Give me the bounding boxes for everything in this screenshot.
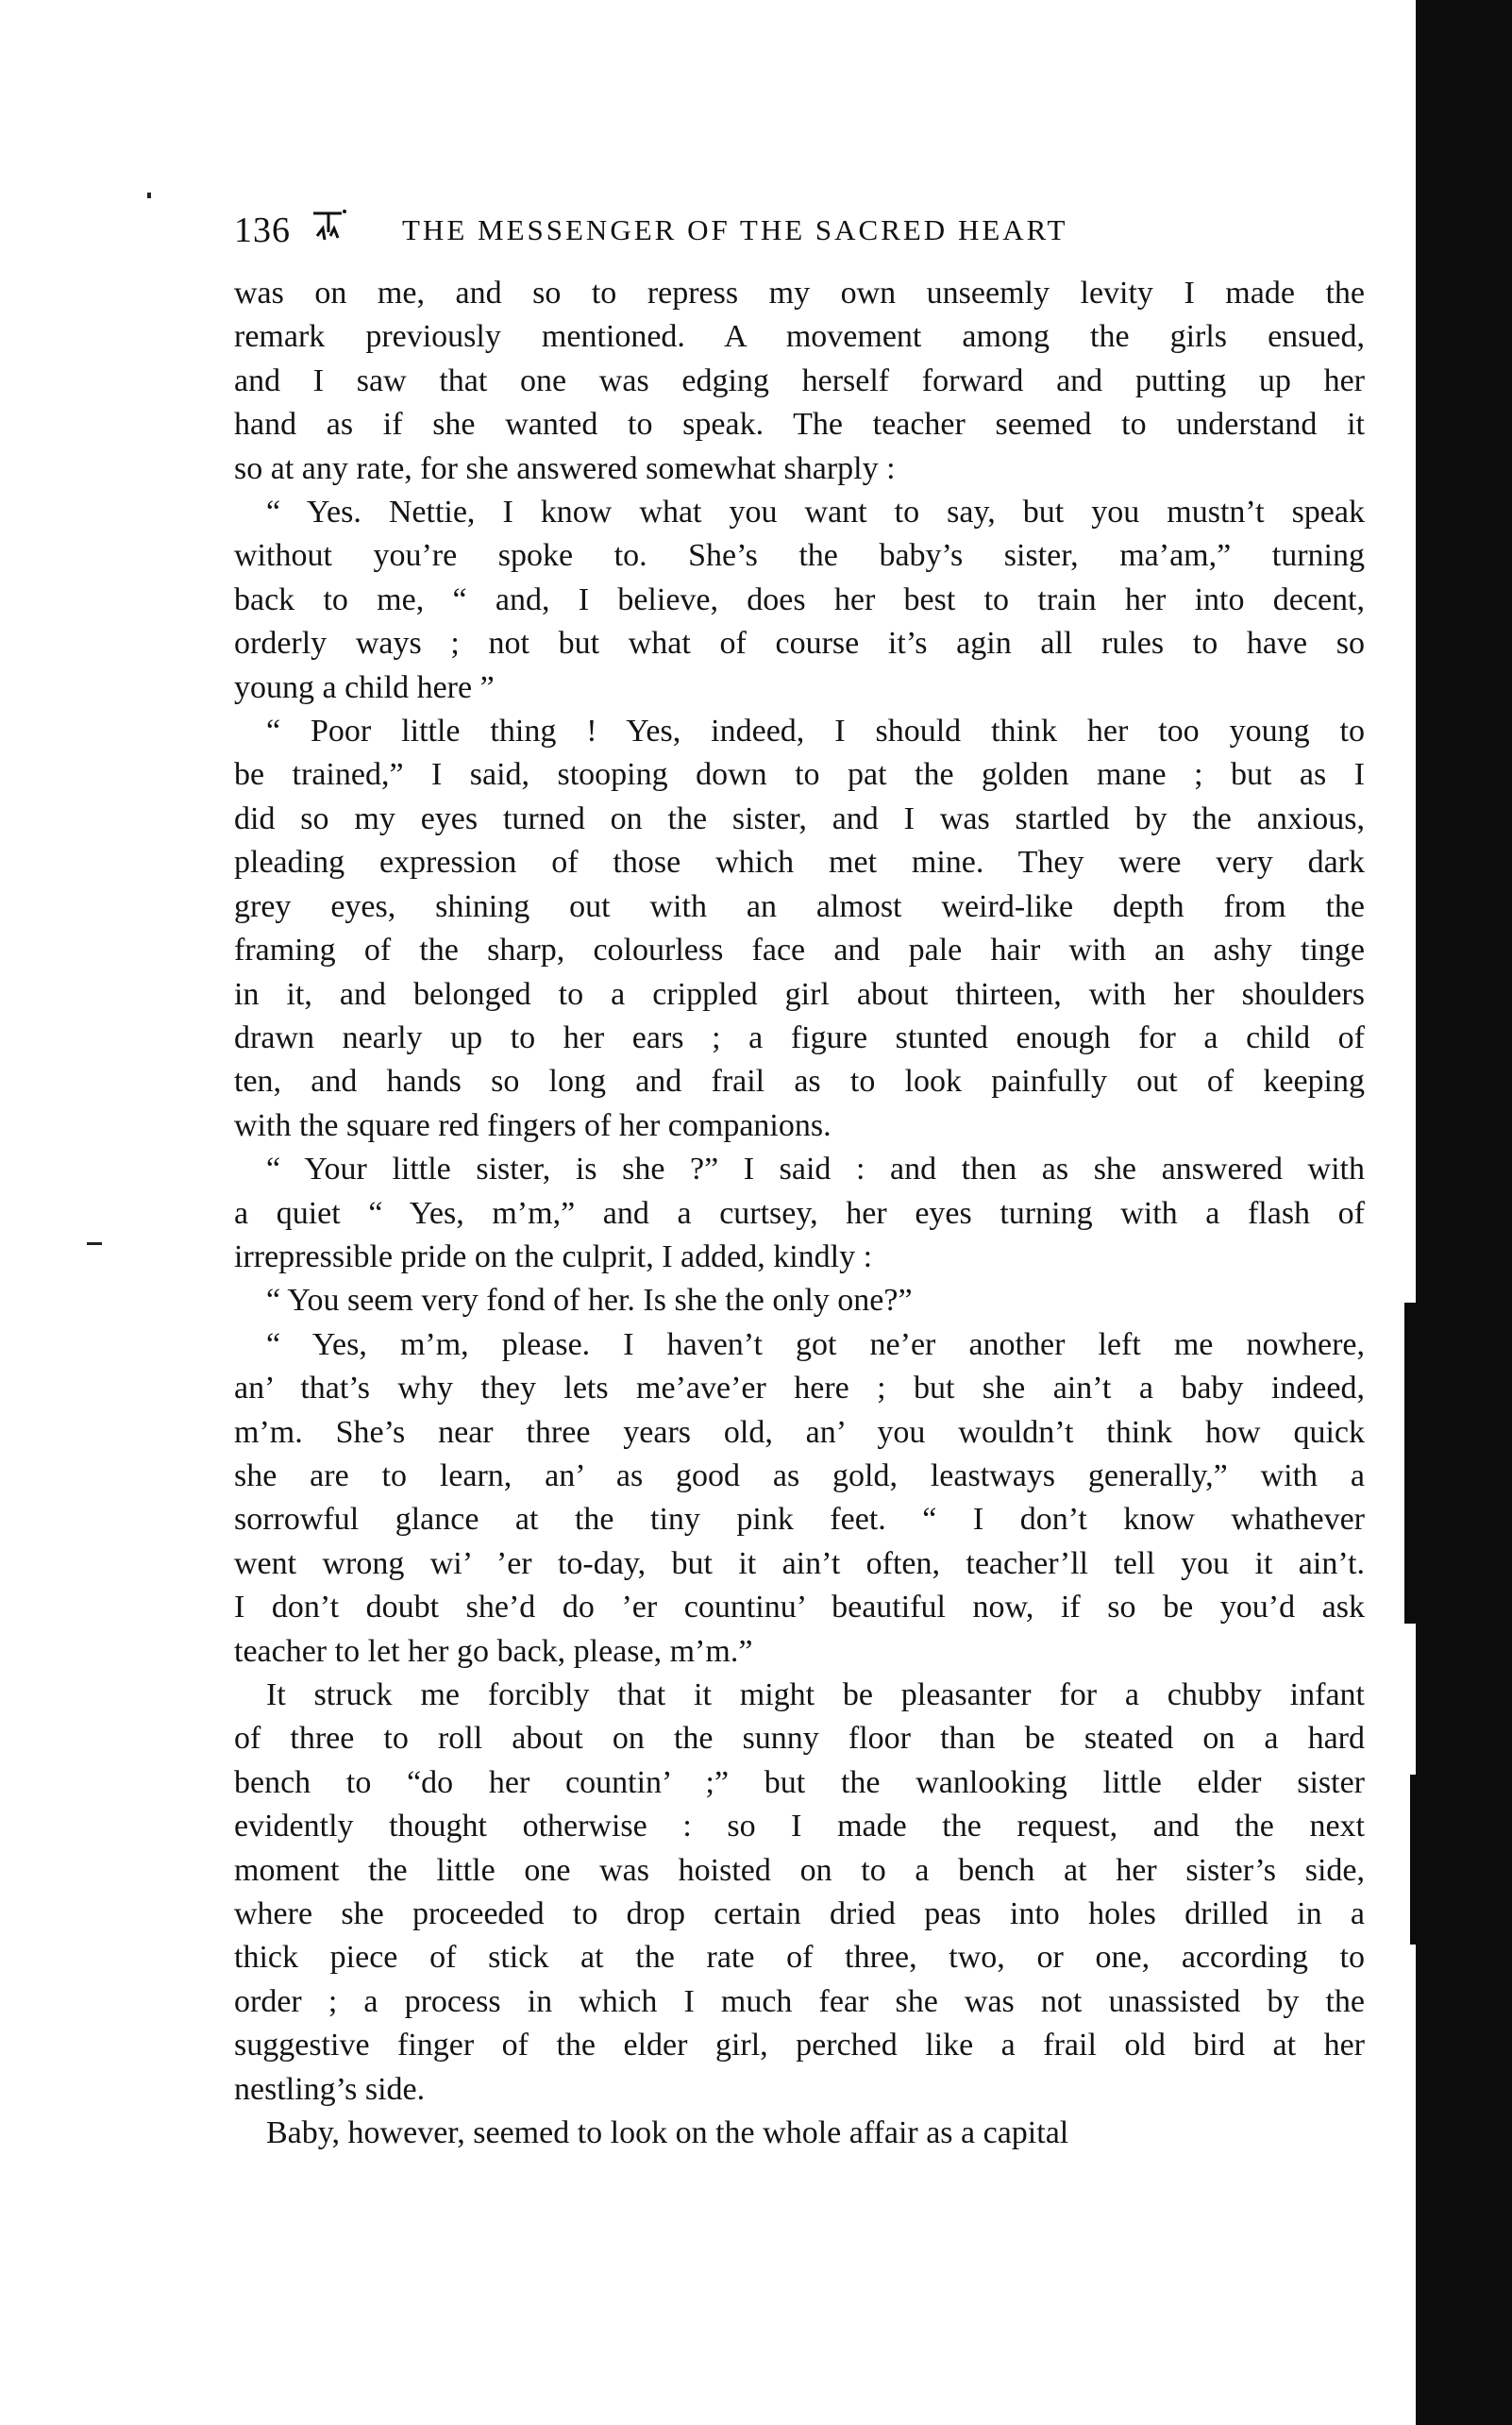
paragraph [234, 1674, 1365, 2112]
text-line: she are to learn, an’ as good as gold, leastways generally,” with a [234, 1457, 1365, 1493]
text-line: an’ that’s why they lets me’ave’er here ; but she ain’t a baby indeed, [234, 1371, 1365, 1406]
text-line: ten, and hands so long and frail as to look painfully out of keeping [234, 1064, 1365, 1100]
text-line: orderly ways ; not but what of course it’s agin all rules to have so [234, 626, 1365, 662]
text-line: young a child here ” [234, 669, 495, 705]
running-header [234, 206, 1395, 255]
text-line: where she proceeded to drop certain dried peas into holes drilled in a [234, 1896, 1365, 1932]
text-line: m’m. She’s near three years old, an’ you wouldn’t think how quick [234, 1414, 1365, 1450]
text-line: sorrowful glance at the tiny pink feet. “ I don’t know whathever [234, 1502, 1365, 1538]
text-line: “ Yes. Nettie, I know what you want to say, but you mustn’t speak [266, 495, 1365, 530]
text-line: went wrong wi’ ’er to-day, but it ain’t often, teacher’ll tell you it ain’t. [234, 1545, 1365, 1581]
text-line: It struck me forcibly that it might be pleasanter for a chubby infant [266, 1677, 1365, 1712]
text-line: framing of the sharp, colourless face and pale hair with an ashy tinge [234, 933, 1365, 968]
text-line: was on me, and so to repress my own unseemly levity I made the [234, 276, 1365, 311]
text-line: a quiet “ Yes, m’m,” and a curtsey, her eyes turning with a flash of [234, 1195, 1365, 1231]
text-line: thick piece of stick at the rate of three, two, or one, according to [234, 1940, 1365, 1976]
scan-edge-notch [1410, 1775, 1418, 1945]
article-body [234, 272, 1365, 2155]
text-line: evidently thought otherwise : so I made the request, and the next [234, 1809, 1365, 1844]
text-line: drawn nearly up to her ears ; a figure stunted enough for a child of [234, 1019, 1365, 1055]
scan-edge-shadow [1416, 0, 1512, 2425]
paragraph [234, 491, 1365, 710]
paragraph [234, 710, 1365, 1148]
text-line: nestling’s side. [234, 2071, 426, 2107]
text-line: teacher to let her go back, please, m’m.” [234, 1633, 753, 1669]
text-line: be trained,” I said, stooping down to pat the golden mane ; but as I [234, 757, 1365, 793]
text-line: moment the little one was hoisted on to a bench at her sister’s side, [234, 1852, 1365, 1888]
paragraph [234, 1323, 1365, 1674]
text-line: hand as if she wanted to speak. The teacher seemed to understand it [234, 407, 1365, 443]
text-line: without you’re spoke to. She’s the baby’s sister, ma’am,” turning [234, 538, 1365, 574]
text-line: “ Yes, m’m, please. I haven’t got ne’er another left me nowhere, [266, 1326, 1365, 1362]
text-line: I don’t doubt she’d do ’er countinu’ beautiful now, if so be you’d ask [234, 1590, 1365, 1625]
scan-speck [147, 193, 151, 198]
text-line: in it, and belonged to a crippled girl about thirteen, with her shoulders [234, 976, 1365, 1012]
printer-ornament-icon [310, 208, 347, 244]
page-number: 136 [234, 211, 291, 250]
text-line: grey eyes, shining out with an almost weird-like depth from the [234, 888, 1365, 924]
text-line: Baby, however, seemed to look on the whole affair as a capital [266, 2115, 1069, 2151]
scan-speck [87, 1242, 102, 1245]
paragraph [234, 2112, 1365, 2155]
text-line: so at any rate, for she answered somewhat sharply : [234, 450, 896, 486]
paragraph [234, 272, 1365, 491]
text-line: did so my eyes turned on the sister, and I was startled by the anxious, [234, 800, 1365, 836]
text-line: bench to “do her countin’ ;” but the wanlooking little elder sister [234, 1764, 1365, 1800]
text-line: “ You seem very fond of her. Is she the only one?” [266, 1283, 913, 1319]
text-line: and I saw that one was edging herself forward and putting up her [234, 362, 1365, 398]
text-line: remark previously mentioned. A movement among the girls ensued, [234, 319, 1365, 355]
text-line: of three to roll about on the sunny floor than be steated on a hard [234, 1721, 1365, 1757]
text-line: “ Poor little thing ! Yes, indeed, I should think her too young to [266, 714, 1365, 749]
text-line: order ; a process in which I much fear she was not unassisted by the [234, 1983, 1365, 2019]
text-line: pleading expression of those which met mine. They were very dark [234, 845, 1365, 881]
text-line: back to me, “ and, I believe, does her best to train her into decent, [234, 581, 1365, 617]
paragraph [234, 1279, 1365, 1322]
scan-edge-notch [1404, 1303, 1418, 1624]
text-line: suggestive finger of the elder girl, perched like a frail old bird at her [234, 2028, 1365, 2063]
running-title: THE MESSENGER OF THE SACRED HEART [402, 213, 1068, 246]
text-line: with the square red fingers of her companions. [234, 1107, 832, 1143]
text-line: “ Your little sister, is she ?” I said : and then as she answered with [266, 1152, 1365, 1187]
text-line: irrepressible pride on the culprit, I added, kindly : [234, 1238, 873, 1274]
paragraph [234, 1148, 1365, 1279]
